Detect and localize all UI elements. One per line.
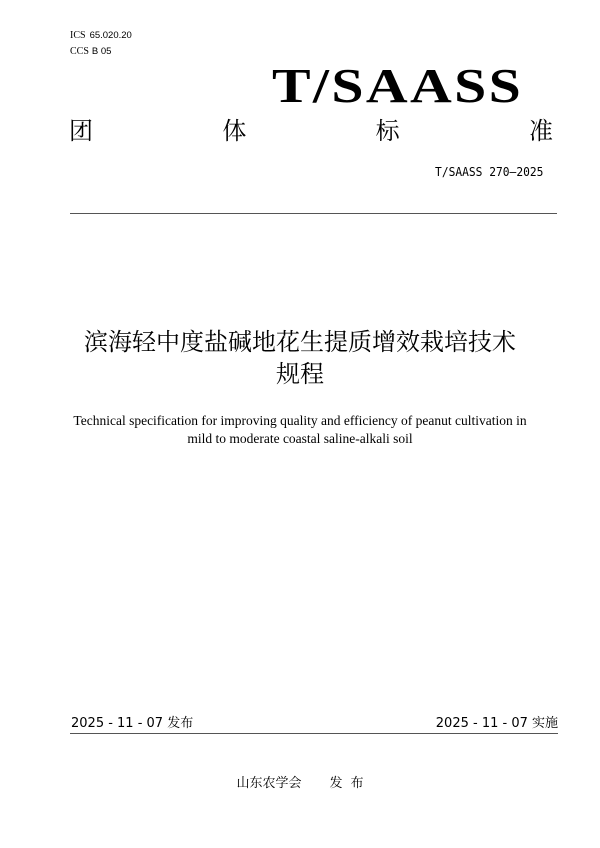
chinese-title	[0, 326, 600, 390]
english-title	[0, 412, 600, 448]
category-char: 准	[528, 117, 553, 145]
category-char: 团	[69, 117, 93, 145]
ics-value: 65.020.20	[89, 30, 132, 41]
standard-number: T/SAASS 270—2025	[434, 164, 543, 179]
chinese-title-line: 规程	[276, 360, 324, 388]
category-char: 标	[375, 117, 400, 145]
ccs-code	[70, 45, 111, 59]
bottom-divider	[70, 733, 558, 734]
publisher-action: 布	[350, 776, 364, 791]
english-title-line: Technical specification for improving quality and efficiency of peanut cultivation in	[73, 413, 527, 428]
english-title-line: mild to moderate coastal saline-alkali soil	[187, 431, 413, 446]
publisher-action: 发	[329, 776, 343, 791]
ccs-label: CCS	[70, 46, 89, 57]
publisher-name: 山东农学会	[236, 776, 302, 791]
publisher	[0, 775, 600, 793]
standard-category	[69, 114, 553, 148]
standard-brand: T/SAASS	[272, 58, 524, 113]
ccs-value: B 05	[91, 46, 112, 57]
category-char: 体	[222, 117, 247, 145]
top-divider	[70, 213, 557, 214]
chinese-title-line: 滨海轻中度盐碱地花生提质增效栽培技术	[84, 328, 516, 356]
implementation-date: 2025 - 11 - 07 实施	[435, 716, 558, 731]
ics-code	[70, 29, 132, 43]
ics-label: ICS	[70, 30, 86, 41]
release-date: 2025 - 11 - 07 发布	[71, 716, 194, 731]
